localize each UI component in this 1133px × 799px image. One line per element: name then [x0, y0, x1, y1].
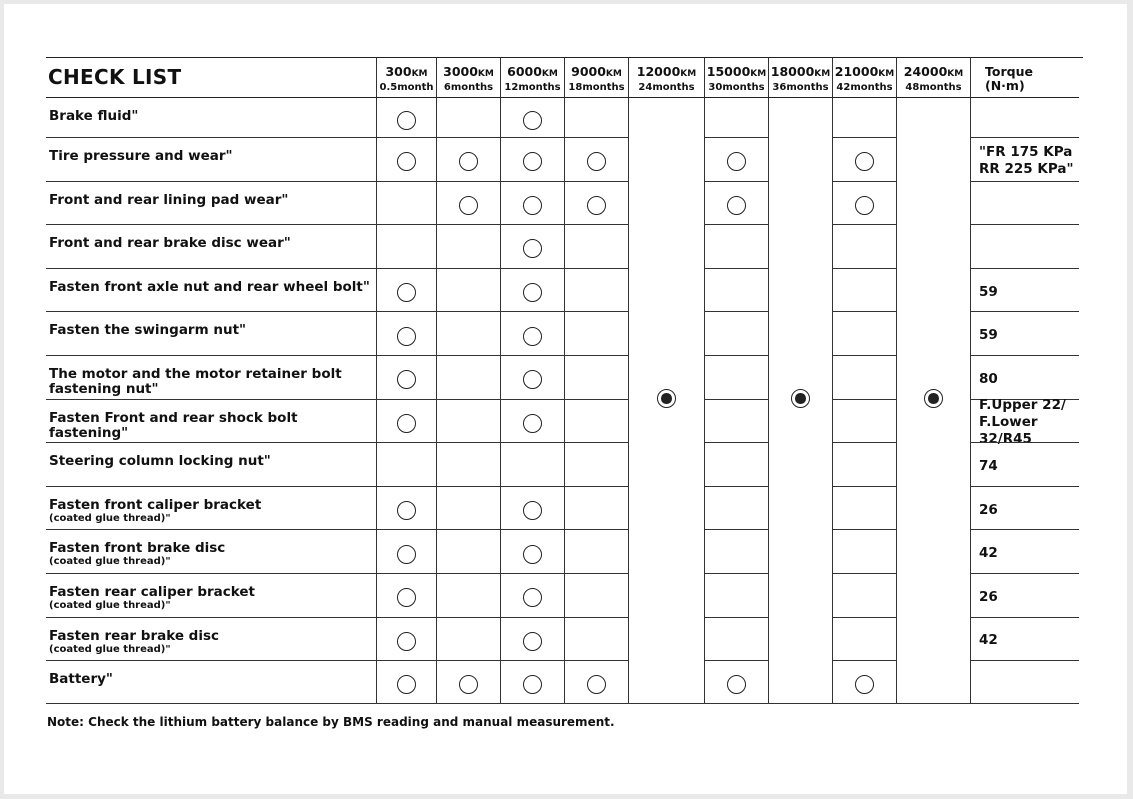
check-cell — [436, 442, 500, 486]
check-circle-icon — [397, 414, 416, 433]
merged-interval-column — [628, 98, 704, 704]
check-circle-icon — [523, 152, 542, 171]
check-circle-icon — [459, 675, 478, 694]
check-circle-icon — [523, 239, 542, 258]
interval-km: 3000KM — [443, 64, 494, 79]
filled-check-mark — [924, 389, 943, 408]
check-cell — [500, 137, 564, 181]
interval-months: 48months — [905, 82, 962, 93]
check-cell — [564, 529, 628, 573]
check-cell — [832, 486, 896, 530]
torque-text: 26 — [979, 588, 998, 605]
torque-text: 26 — [979, 501, 998, 518]
interval-km: 9000KM — [571, 64, 622, 79]
torque-value — [970, 573, 1079, 617]
torque-value — [970, 355, 1079, 399]
check-cell — [500, 529, 564, 573]
check-cell — [500, 98, 564, 137]
check-cell — [436, 617, 500, 661]
check-cell — [376, 137, 436, 181]
check-cell — [376, 181, 436, 225]
item-sublabel: (coated glue thread)" — [49, 512, 171, 524]
torque-text: 74 — [979, 457, 998, 474]
check-circle-icon — [523, 545, 542, 564]
check-cell — [704, 399, 768, 443]
check-cell — [564, 355, 628, 399]
check-cell — [832, 442, 896, 486]
item-label: Fasten Front and rear shock bolt fastening" — [49, 409, 298, 441]
check-cell — [564, 486, 628, 530]
check-cell — [436, 98, 500, 137]
check-cell — [376, 268, 436, 312]
interval-unit: KM — [878, 69, 895, 79]
check-cell — [376, 617, 436, 661]
check-circle-icon — [397, 632, 416, 651]
item-label: Fasten front axle nut and rear wheel bolt" — [49, 278, 370, 295]
torque-value — [970, 268, 1079, 312]
check-cell — [376, 442, 436, 486]
torque-value — [970, 617, 1079, 661]
interval-months: 36months — [772, 82, 829, 93]
torque-value — [970, 660, 1079, 704]
check-circle-icon — [587, 675, 606, 694]
interval-km: 15000KM — [706, 64, 767, 79]
check-circle-icon — [523, 632, 542, 651]
interval-header — [376, 57, 436, 98]
checklist-item — [46, 573, 376, 617]
check-circle-icon — [523, 283, 542, 302]
check-circle-icon — [459, 196, 478, 215]
item-label: Battery" — [49, 671, 113, 688]
torque-value — [970, 98, 1079, 137]
interval-km: 300KM — [385, 64, 428, 79]
check-cell — [564, 573, 628, 617]
check-circle-icon — [397, 545, 416, 564]
check-cell — [704, 486, 768, 530]
check-cell — [832, 617, 896, 661]
interval-months: 12months — [504, 82, 561, 93]
torque-text: 42 — [979, 632, 998, 649]
checklist-item — [46, 137, 376, 181]
item-label: The motor and the motor retainer bolt fastening nut" — [49, 365, 342, 397]
check-circle-icon — [727, 152, 746, 171]
check-cell — [436, 486, 500, 530]
check-circle-icon — [727, 196, 746, 215]
item-label: Fasten rear brake disc — [49, 627, 220, 644]
torque-value — [970, 224, 1079, 268]
interval-header — [704, 57, 768, 98]
interval-months: 42months — [836, 82, 893, 93]
check-circle-icon — [397, 283, 416, 302]
check-cell — [704, 311, 768, 355]
check-circle-icon — [855, 675, 874, 694]
interval-months: 0.5month — [379, 82, 434, 93]
interval-header — [768, 57, 832, 98]
check-cell — [436, 311, 500, 355]
check-cell — [832, 311, 896, 355]
merged-interval-column — [896, 98, 970, 704]
torque-text: 59 — [979, 327, 998, 344]
check-cell — [832, 224, 896, 268]
check-cell — [500, 486, 564, 530]
checklist-item — [46, 660, 376, 704]
check-cell — [832, 181, 896, 225]
check-circle-icon — [397, 370, 416, 389]
checklist-table — [46, 57, 1079, 704]
check-cell — [704, 355, 768, 399]
check-cell — [564, 224, 628, 268]
item-label: Fasten front caliper bracket — [49, 496, 262, 513]
check-cell — [436, 137, 500, 181]
item-label: Fasten rear caliper bracket — [49, 583, 255, 600]
check-circle-icon — [523, 196, 542, 215]
check-cell — [376, 529, 436, 573]
torque-value — [970, 181, 1079, 225]
check-circle-icon — [397, 675, 416, 694]
check-cell — [436, 573, 500, 617]
checklist-item — [46, 98, 376, 137]
torque-text: 80 — [979, 370, 998, 387]
check-cell — [376, 98, 436, 137]
item-sublabel: (coated glue thread)" — [49, 643, 171, 655]
check-circle-icon — [397, 327, 416, 346]
check-cell — [832, 573, 896, 617]
check-cell — [376, 311, 436, 355]
check-cell — [832, 355, 896, 399]
check-cell — [376, 399, 436, 443]
check-cell — [564, 181, 628, 225]
check-cell — [704, 98, 768, 137]
check-cell — [704, 617, 768, 661]
torque-value — [970, 137, 1079, 181]
interval-header — [896, 57, 970, 98]
check-cell — [832, 268, 896, 312]
interval-unit: KM — [814, 69, 831, 79]
check-cell — [436, 181, 500, 225]
filled-check-mark — [657, 389, 676, 408]
check-cell — [564, 268, 628, 312]
check-cell — [436, 268, 500, 312]
check-cell — [376, 573, 436, 617]
item-sublabel: (coated glue thread)" — [49, 556, 171, 568]
check-cell — [500, 181, 564, 225]
interval-header — [628, 57, 704, 98]
torque-value — [970, 486, 1079, 530]
interval-km: 21000KM — [834, 64, 895, 79]
torque-header — [970, 57, 1079, 98]
check-cell — [832, 137, 896, 181]
item-label: Front and rear lining pad wear" — [49, 191, 289, 208]
check-cell — [832, 529, 896, 573]
checklist-item — [46, 224, 376, 268]
check-cell — [376, 224, 436, 268]
check-cell — [564, 399, 628, 443]
check-cell — [376, 355, 436, 399]
checklist-item — [46, 442, 376, 486]
checklist-item — [46, 355, 376, 399]
check-cell — [564, 617, 628, 661]
check-cell — [436, 529, 500, 573]
item-label: Fasten the swingarm nut" — [49, 322, 247, 339]
torque-value — [970, 529, 1079, 573]
interval-unit: KM — [541, 69, 558, 79]
checklist-item — [46, 617, 376, 661]
interval-km: 18000KM — [770, 64, 831, 79]
interval-header — [500, 57, 564, 98]
check-cell — [564, 98, 628, 137]
check-circle-icon — [587, 152, 606, 171]
interval-unit: KM — [477, 69, 494, 79]
check-circle-icon — [523, 588, 542, 607]
torque-value — [970, 442, 1079, 486]
check-cell — [376, 660, 436, 704]
checklist-item — [46, 529, 376, 573]
check-circle-icon — [523, 327, 542, 346]
check-circle-icon — [855, 196, 874, 215]
item-label: Tire pressure and wear" — [49, 148, 233, 164]
check-cell — [500, 442, 564, 486]
check-cell — [704, 529, 768, 573]
check-cell — [564, 137, 628, 181]
interval-unit: KM — [605, 69, 622, 79]
check-cell — [500, 311, 564, 355]
check-cell — [704, 268, 768, 312]
check-cell — [436, 399, 500, 443]
check-cell — [704, 224, 768, 268]
interval-months: 6months — [443, 82, 494, 93]
check-circle-icon — [397, 152, 416, 171]
check-cell — [564, 311, 628, 355]
checklist-item — [46, 311, 376, 355]
check-circle-icon — [397, 501, 416, 520]
item-label: Front and rear brake disc wear" — [49, 235, 291, 252]
torque-value — [970, 311, 1079, 355]
check-circle-icon — [523, 675, 542, 694]
check-cell — [500, 573, 564, 617]
check-cell — [500, 617, 564, 661]
interval-km: 12000KM — [636, 64, 697, 79]
check-cell — [704, 660, 768, 704]
torque-text: "FR 175 KPa RR 225 KPa" — [979, 144, 1074, 178]
check-circle-icon — [523, 501, 542, 520]
interval-unit: KM — [750, 69, 767, 79]
check-circle-icon — [523, 370, 542, 389]
interval-km: 6000KM — [507, 64, 558, 79]
check-cell — [500, 399, 564, 443]
check-cell — [704, 181, 768, 225]
check-circle-icon — [587, 196, 606, 215]
footnote: Note: Check the lithium battery balance by BMS reading and manual measurement. — [47, 715, 615, 729]
check-cell — [500, 224, 564, 268]
check-cell — [564, 442, 628, 486]
check-cell — [704, 573, 768, 617]
check-circle-icon — [523, 414, 542, 433]
filled-check-mark — [791, 389, 810, 408]
check-cell — [436, 224, 500, 268]
check-cell — [500, 660, 564, 704]
torque-text: 59 — [979, 283, 998, 300]
check-circle-icon — [397, 111, 416, 130]
check-circle-icon — [523, 111, 542, 130]
checklist-item — [46, 181, 376, 225]
check-circle-icon — [397, 588, 416, 607]
check-circle-icon — [855, 152, 874, 171]
check-circle-icon — [727, 675, 746, 694]
interval-header — [436, 57, 500, 98]
torque-header-unit: (N·m) — [985, 78, 1025, 93]
check-cell — [500, 268, 564, 312]
check-cell — [704, 442, 768, 486]
checklist-item — [46, 399, 376, 443]
torque-text: F.Upper 22/ F.Lower 32/R45 — [979, 397, 1066, 448]
check-cell — [832, 660, 896, 704]
check-cell — [832, 98, 896, 137]
interval-unit: KM — [680, 69, 697, 79]
torque-header-label: Torque — [985, 64, 1033, 79]
check-cell — [564, 660, 628, 704]
interval-unit: KM — [411, 69, 428, 79]
item-label: Brake fluid" — [49, 108, 139, 124]
check-cell — [436, 355, 500, 399]
check-circle-icon — [459, 152, 478, 171]
torque-value — [970, 397, 1079, 448]
interval-header — [832, 57, 896, 98]
item-sublabel: (coated glue thread)" — [49, 599, 171, 611]
merged-interval-column — [768, 98, 832, 704]
check-cell — [436, 660, 500, 704]
interval-months: 30months — [708, 82, 765, 93]
table-title: CHECK LIST — [46, 57, 376, 98]
item-label: Steering column locking nut" — [49, 453, 271, 470]
interval-months: 18months — [568, 82, 625, 93]
check-cell — [832, 399, 896, 443]
check-cell — [376, 486, 436, 530]
interval-header — [564, 57, 628, 98]
torque-text: 42 — [979, 545, 998, 562]
check-cell — [704, 137, 768, 181]
interval-unit: KM — [947, 69, 964, 79]
checklist-item — [46, 486, 376, 530]
checklist-item — [46, 268, 376, 312]
interval-km: 24000KM — [903, 64, 964, 79]
item-label: Fasten front brake disc — [49, 540, 226, 557]
interval-months: 24months — [638, 82, 695, 93]
check-cell — [500, 355, 564, 399]
